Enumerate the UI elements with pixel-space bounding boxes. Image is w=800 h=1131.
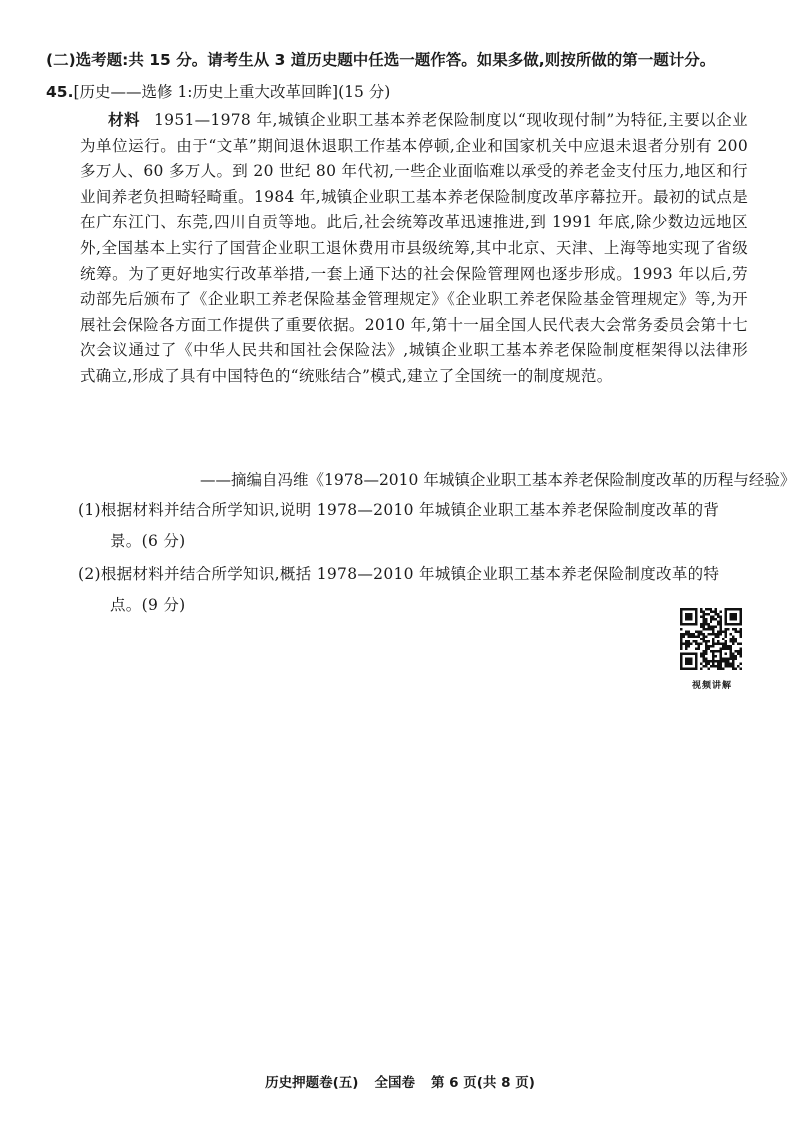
material-text: 1951—1978 年,城镇企业职工基本养老保险制度以“现收现付制”为特征,主要以企业为单位运行。由于“文革”期间退休退职工作基本停顿,企业和国家机关中应退未退者分别有 200 多万人、60 多万人。到 20 世纪 80 年代初,一些企业面临难以承受的养老金支付压力,地区和行业间养老负担畸轻畸重。1984 年,城镇企业职工基本养老保险制度改革序幕拉开。最初的试点是在广东江门、东莞,四川自贡等地。此后,社会统筹改革迅速推进,到 1991 年底,除少数边远地区外,全国基本上实行了国营企业职工退休费用市县级统筹,其中北京、天津、上海等地实现了省级统筹。为了更好地实行改革举措,一套上通下达的社会保险管理网也逐步形成。1993 年以后,劳动部先后颁布了《企业职工养老保险基金管理规定》《企业职工养老保险基金管理规定》等,为开展社会保险各方面工作提供了重要依据。2010 年,第十一届全国人民代表大会常务委员会第十七次会议通过了《中华人民共和国社会保险法》,城镇企业职工基本养老保险制度框架得以法律形式确立,形成了具有中国特色的“统账结合”模式,建立了全国统一的制度规范。 <box>80 111 748 385</box>
material-paragraph <box>80 108 748 390</box>
section-header: (二)选考题:共 15 分。请考生从 3 道历史题中任选一题作答。如果多做,则按所做的第一题计分。 <box>46 51 716 69</box>
sub-question-2: (2)根据材料并结合所学知识,概括 1978—2010 年城镇企业职工基本养老保险制度改革的特点。(9 分) <box>78 565 720 614</box>
footer-paper-type: 全国卷 <box>374 1075 415 1091</box>
footer-exam-name: 历史押题卷(五) <box>265 1075 359 1091</box>
qr-caption: 视频讲解 <box>691 681 732 691</box>
page-footer <box>0 1073 800 1093</box>
question-title-text: [历史——选修 1:历史上重大改革回眸](15 分) <box>73 83 391 101</box>
qr-code-icon[interactable] <box>680 608 742 670</box>
material-label: 材料 <box>108 111 140 129</box>
question-title <box>46 80 746 104</box>
material-source: ——摘编自冯维《1978—2010 年城镇企业职工基本养老保险制度改革的历程与经验》 <box>200 471 796 489</box>
sub-question-1: (1)根据材料并结合所学知识,说明 1978—2010 年城镇企业职工基本养老保险制度改革的背景。(6 分) <box>78 501 720 550</box>
footer-page-info: 第 6 页(共 8 页) <box>430 1075 535 1091</box>
question-number: 45. <box>46 83 74 101</box>
